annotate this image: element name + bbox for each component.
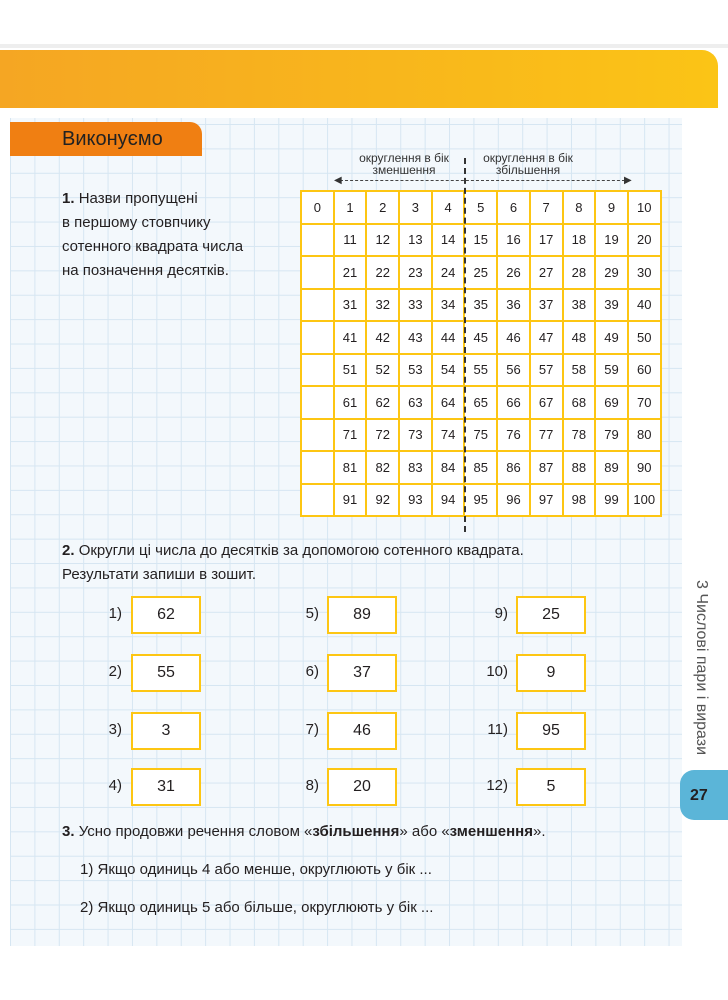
task2-line: Округли ці числа до десятків за допомогою сотенного квадрата. xyxy=(78,542,524,559)
grid-cell: 12 xyxy=(366,224,399,257)
grid-cell: 81 xyxy=(334,451,367,484)
grid-cell: 49 xyxy=(595,321,628,354)
grid-cell: 5 xyxy=(464,191,497,224)
grid-cell: 3 xyxy=(399,191,432,224)
grid-cell: 22 xyxy=(366,256,399,289)
grid-cell xyxy=(301,451,334,484)
item-label: 1) xyxy=(108,605,122,622)
task1-line: в першому стовпчику xyxy=(62,214,211,231)
grid-row xyxy=(301,386,661,419)
grid-cell: 27 xyxy=(530,256,563,289)
grid-cell: 76 xyxy=(497,419,530,452)
grid-cell: 20 xyxy=(628,224,661,257)
grid-cell: 95 xyxy=(464,484,497,517)
grid-cell: 96 xyxy=(497,484,530,517)
grid-cell: 79 xyxy=(595,419,628,452)
grid-cell: 48 xyxy=(563,321,596,354)
grid-cell: 6 xyxy=(497,191,530,224)
item-label: 6) xyxy=(305,663,319,680)
number-box: 9 xyxy=(516,654,586,692)
grid-cell: 56 xyxy=(497,354,530,387)
task1-text xyxy=(62,187,243,283)
grid-cell xyxy=(301,224,334,257)
grid-cell: 39 xyxy=(595,289,628,322)
number-box: 89 xyxy=(327,596,397,634)
grid-row xyxy=(301,191,661,224)
arrow-right-icon: ▶ xyxy=(624,175,632,186)
grid-cell: 43 xyxy=(399,321,432,354)
grid-cell: 74 xyxy=(432,419,465,452)
grid-cell: 78 xyxy=(563,419,596,452)
rounding-divider xyxy=(464,158,466,532)
grid-cell: 25 xyxy=(464,256,497,289)
task1-line: на позначення десятків. xyxy=(62,262,229,279)
item-label: 4) xyxy=(108,777,122,794)
grid-cell: 67 xyxy=(530,386,563,419)
item-label: 5) xyxy=(305,605,319,622)
grid-cell: 10 xyxy=(628,191,661,224)
number-box: 55 xyxy=(131,654,201,692)
grid-cell: 34 xyxy=(432,289,465,322)
grid-cell: 38 xyxy=(563,289,596,322)
grid-cell: 0 xyxy=(301,191,334,224)
task1-line: сотенного квадрата числа xyxy=(62,238,244,255)
grid-cell: 63 xyxy=(399,386,432,419)
label-round-down: округлення в бік зменшення xyxy=(359,151,449,177)
grid-cell: 98 xyxy=(563,484,596,517)
grid-cell: 15 xyxy=(464,224,497,257)
grid-cell: 52 xyxy=(366,354,399,387)
grid-cell: 18 xyxy=(563,224,596,257)
grid-cell: 80 xyxy=(628,419,661,452)
grid-cell: 60 xyxy=(628,354,661,387)
grid-cell: 73 xyxy=(399,419,432,452)
grid-cell: 11 xyxy=(334,224,367,257)
grid-cell: 55 xyxy=(464,354,497,387)
label-round-up: округлення в бік збільшення xyxy=(483,151,573,177)
grid-cell: 85 xyxy=(464,451,497,484)
task1-number: 1. xyxy=(62,190,75,207)
grid-cell: 83 xyxy=(399,451,432,484)
grid-cell: 97 xyxy=(530,484,563,517)
grid-cell: 8 xyxy=(563,191,596,224)
grid-row xyxy=(301,484,661,517)
grid-row xyxy=(301,354,661,387)
grid-cell: 71 xyxy=(334,419,367,452)
grid-cell: 19 xyxy=(595,224,628,257)
chapter-title: 3 Числові пари і вирази xyxy=(693,580,710,756)
number-box: 37 xyxy=(327,654,397,692)
grid-cell xyxy=(301,419,334,452)
item-label: 12) xyxy=(486,777,508,794)
grid-cell: 32 xyxy=(366,289,399,322)
grid-cell: 21 xyxy=(334,256,367,289)
grid-row xyxy=(301,224,661,257)
grid-cell: 51 xyxy=(334,354,367,387)
grid-cell: 9 xyxy=(595,191,628,224)
grid-cell: 82 xyxy=(366,451,399,484)
grid-cell: 58 xyxy=(563,354,596,387)
grid-cell: 94 xyxy=(432,484,465,517)
grid-row xyxy=(301,321,661,354)
task2-line: Результати запиши в зошит. xyxy=(62,566,257,583)
grid-cell: 86 xyxy=(497,451,530,484)
grid-cell: 61 xyxy=(334,386,367,419)
header-banner xyxy=(0,50,718,108)
item-label: 3) xyxy=(108,721,122,738)
grid-cell: 68 xyxy=(563,386,596,419)
grid-cell: 35 xyxy=(464,289,497,322)
number-box: 3 xyxy=(131,712,201,750)
grid-cell: 88 xyxy=(563,451,596,484)
grid-cell: 90 xyxy=(628,451,661,484)
task3-text: 3. Усно продовжи речення словом «збільшення» або «зменшення». xyxy=(62,823,546,840)
number-box: 5 xyxy=(516,768,586,806)
grid-cell: 16 xyxy=(497,224,530,257)
grid-cell: 70 xyxy=(628,386,661,419)
task2-number: 2. xyxy=(62,542,75,559)
grid-cell: 45 xyxy=(464,321,497,354)
page-number: 27 xyxy=(680,770,728,820)
grid-cell: 50 xyxy=(628,321,661,354)
grid-cell: 89 xyxy=(595,451,628,484)
grid-cell: 91 xyxy=(334,484,367,517)
grid-cell: 1 xyxy=(334,191,367,224)
grid-cell: 30 xyxy=(628,256,661,289)
grid-cell: 47 xyxy=(530,321,563,354)
item-label: 7) xyxy=(305,721,319,738)
grid-cell: 29 xyxy=(595,256,628,289)
grid-cell: 23 xyxy=(399,256,432,289)
grid-cell: 14 xyxy=(432,224,465,257)
grid-cell: 57 xyxy=(530,354,563,387)
number-box: 31 xyxy=(131,768,201,806)
grid-cell: 46 xyxy=(497,321,530,354)
item-label: 2) xyxy=(108,663,122,680)
number-box: 20 xyxy=(327,768,397,806)
grid-cell: 62 xyxy=(366,386,399,419)
grid-row xyxy=(301,256,661,289)
grid-cell: 92 xyxy=(366,484,399,517)
direction-arrow xyxy=(340,180,630,181)
grid-cell: 42 xyxy=(366,321,399,354)
grid-cell: 24 xyxy=(432,256,465,289)
grid-cell: 66 xyxy=(497,386,530,419)
grid-cell xyxy=(301,321,334,354)
grid-cell: 33 xyxy=(399,289,432,322)
grid-cell: 64 xyxy=(432,386,465,419)
grid-cell xyxy=(301,256,334,289)
grid-cell: 87 xyxy=(530,451,563,484)
number-box: 95 xyxy=(516,712,586,750)
top-divider xyxy=(0,44,728,48)
grid-row xyxy=(301,419,661,452)
grid-cell: 7 xyxy=(530,191,563,224)
item-label: 10) xyxy=(486,663,508,680)
task3-sentence-1: 1) Якщо одиниць 4 або менше, округлюють у бік ... xyxy=(80,861,432,878)
grid-cell: 53 xyxy=(399,354,432,387)
grid-cell: 65 xyxy=(464,386,497,419)
grid-cell: 2 xyxy=(366,191,399,224)
grid-cell: 13 xyxy=(399,224,432,257)
grid-cell: 77 xyxy=(530,419,563,452)
grid-cell: 99 xyxy=(595,484,628,517)
grid-cell: 59 xyxy=(595,354,628,387)
task3-sentence-2: 2) Якщо одиниць 5 або більше, округлюють у бік ... xyxy=(80,899,434,916)
grid-cell: 75 xyxy=(464,419,497,452)
item-label: 8) xyxy=(305,777,319,794)
grid-cell: 40 xyxy=(628,289,661,322)
grid-cell: 4 xyxy=(432,191,465,224)
grid-cell xyxy=(301,386,334,419)
grid-cell: 36 xyxy=(497,289,530,322)
task1-line: Назви пропущені xyxy=(78,190,198,207)
grid-row xyxy=(301,289,661,322)
task2-text xyxy=(62,539,524,587)
grid-row xyxy=(301,451,661,484)
grid-cell xyxy=(301,484,334,517)
grid-cell: 100 xyxy=(628,484,661,517)
grid-cell: 31 xyxy=(334,289,367,322)
grid-cell: 26 xyxy=(497,256,530,289)
grid-cell: 54 xyxy=(432,354,465,387)
item-label: 11) xyxy=(487,721,508,738)
arrow-left-icon: ◀ xyxy=(334,175,342,186)
grid-cell: 37 xyxy=(530,289,563,322)
grid-cell: 17 xyxy=(530,224,563,257)
grid-cell: 72 xyxy=(366,419,399,452)
grid-cell xyxy=(301,289,334,322)
grid-cell: 69 xyxy=(595,386,628,419)
number-box: 62 xyxy=(131,596,201,634)
grid-cell xyxy=(301,354,334,387)
grid-cell: 44 xyxy=(432,321,465,354)
grid-cell: 93 xyxy=(399,484,432,517)
number-box: 25 xyxy=(516,596,586,634)
grid-cell: 41 xyxy=(334,321,367,354)
grid-cell: 84 xyxy=(432,451,465,484)
hundred-square xyxy=(300,190,662,517)
grid-cell: 28 xyxy=(563,256,596,289)
item-label: 9) xyxy=(494,605,508,622)
number-box: 46 xyxy=(327,712,397,750)
section-title: Виконуємо xyxy=(10,122,202,156)
